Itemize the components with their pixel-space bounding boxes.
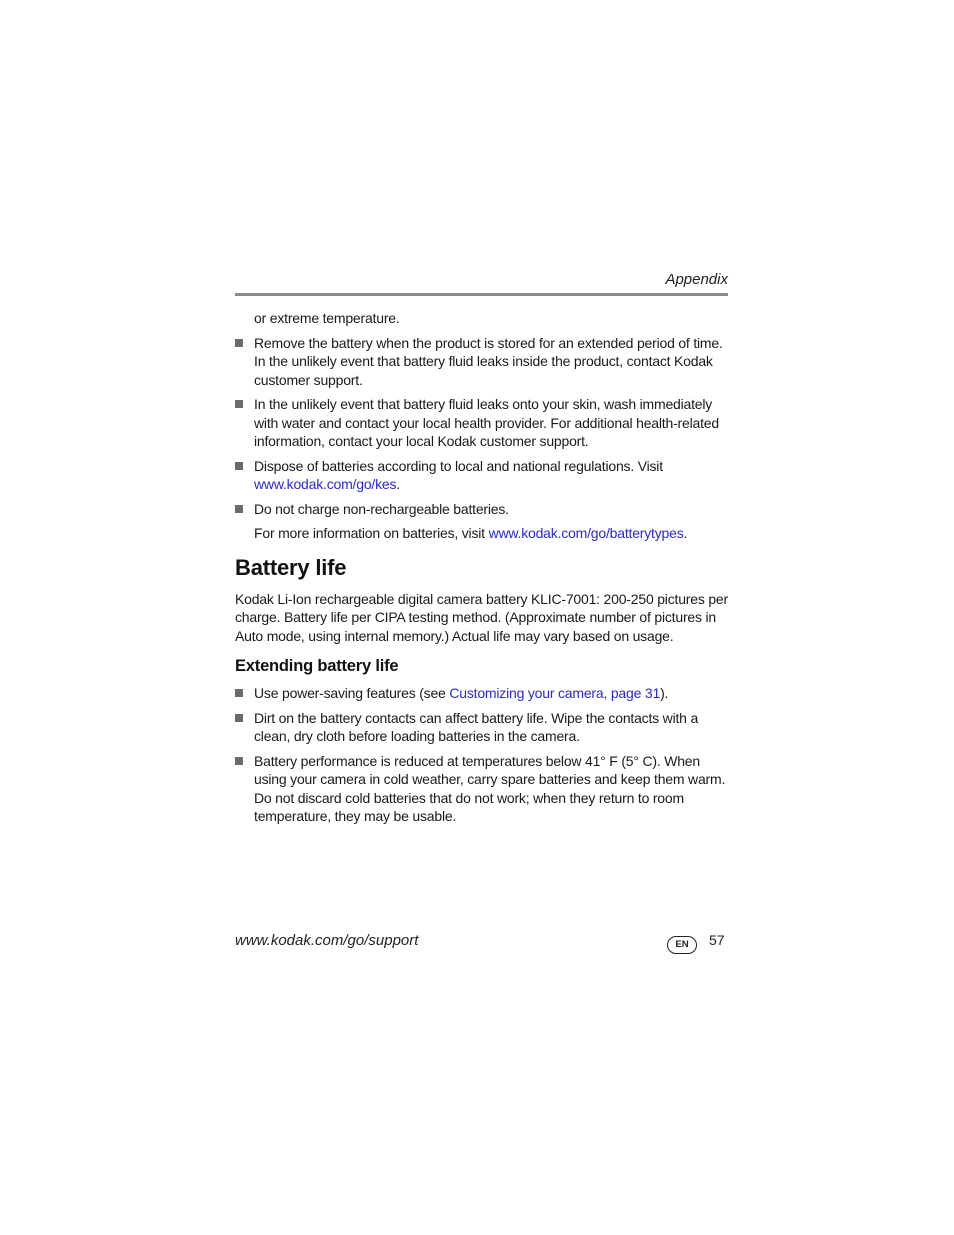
list-item-text: Use power-saving features (see <box>254 685 450 701</box>
page-number: 57 <box>709 932 725 948</box>
extending-battery-life-heading: Extending battery life <box>235 657 399 675</box>
header-divider <box>235 293 728 296</box>
battery-life-body: Kodak Li-Ion rechargeable digital camera battery KLIC-7001: 200-250 pictures per charge. Battery life per CIPA testing method. (Approximate number of pictures in Auto mode, using internal memory.) Actual life may vary based on usage. <box>235 590 728 644</box>
list-item <box>235 684 728 703</box>
page-content <box>235 309 728 832</box>
square-bullet-icon <box>235 757 243 765</box>
list-item <box>235 709 728 746</box>
square-bullet-icon <box>235 339 243 347</box>
header-section-label: Appendix <box>665 271 728 288</box>
square-bullet-icon <box>235 689 243 697</box>
list-item <box>235 395 728 451</box>
battery-life-heading: Battery life <box>235 554 347 580</box>
square-bullet-icon <box>235 462 243 470</box>
list-item <box>235 752 728 826</box>
list-item-text: In the unlikely event that battery fluid leaks onto your skin, wash immediately with water and contact your local health provider. For additional health-related information, contact your local Kodak customer support. <box>254 396 719 449</box>
list-item-text: Remove the battery when the product is stored for an extended period of time. In the unlikely event that battery fluid leaks inside the product, contact Kodak customer support. <box>254 334 723 388</box>
battery-types-link[interactable]: www.kodak.com/go/batterytypes <box>488 525 684 541</box>
list-item-text: Dispose of batteries according to local and national regulations. Visit <box>254 457 663 474</box>
list-item-text: Dirt on the battery contacts can affect battery life. Wipe the contacts with a clean, dry cloth before loading batteries in the camera. <box>254 709 699 744</box>
kes-link[interactable]: www.kodak.com/go/kes <box>254 476 397 492</box>
list-item <box>235 500 728 519</box>
square-bullet-icon <box>235 400 243 408</box>
list-item <box>235 334 728 390</box>
more-info-text <box>254 524 728 543</box>
list-item <box>235 457 728 494</box>
language-badge: EN <box>667 936 697 954</box>
punctuation: ). <box>660 685 669 701</box>
square-bullet-icon <box>235 714 243 722</box>
square-bullet-icon <box>235 505 243 513</box>
more-info-label: For more information on batteries, visit <box>254 525 489 541</box>
footer-support-url: www.kodak.com/go/support <box>235 932 419 949</box>
continuation-text: or extreme temperature. <box>254 310 400 326</box>
customizing-camera-link[interactable]: Customizing your camera, page 31 <box>449 685 661 701</box>
punctuation: . <box>683 525 688 541</box>
punctuation: . <box>396 476 400 492</box>
list-item-text: Battery performance is reduced at temperatures below 41° F (5° C). When using your camera in cold weather, carry spare batteries and keep them warm. Do not discard cold batteries that do not work; when they return to room temperature, they may be usable. <box>254 752 726 824</box>
list-item-text: Do not charge non-rechargeable batteries. <box>254 500 509 517</box>
